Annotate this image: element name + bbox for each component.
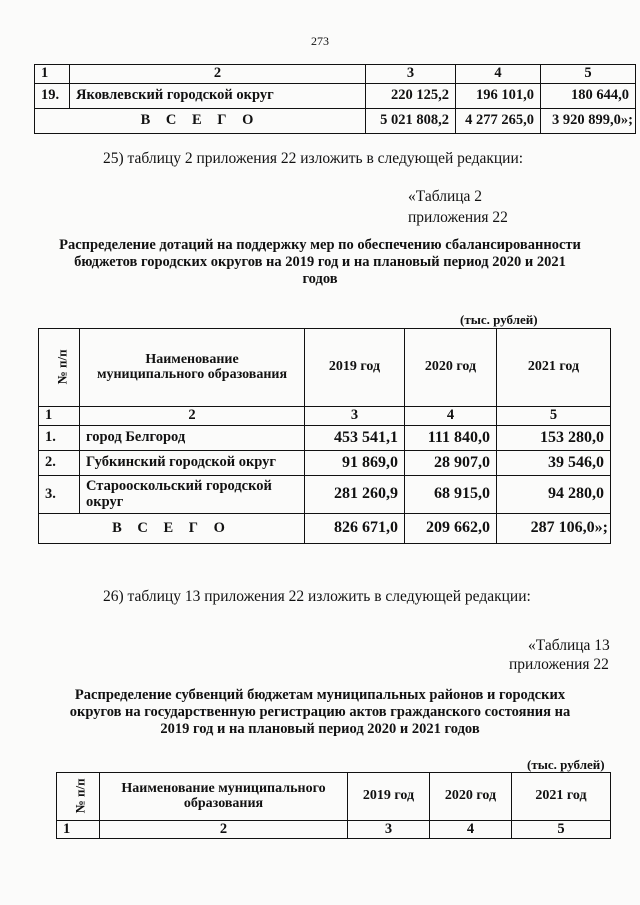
total-2020: 209 662,0 <box>405 514 497 544</box>
table-row <box>35 84 636 109</box>
row-value-2019: 220 125,2 <box>366 84 456 109</box>
row-name: Старооскольский городской округ <box>80 476 305 514</box>
row-value-2020: 196 101,0 <box>456 84 541 109</box>
header-num: № п/п <box>57 773 100 821</box>
row-name: Губкинский городской округ <box>80 451 305 476</box>
total-row <box>39 514 611 544</box>
total-2019: 5 021 808,2 <box>366 109 456 134</box>
col-number: 4 <box>430 821 512 839</box>
table2-title-line3: годов <box>302 271 338 287</box>
table2-unit: (тыс. рублей) <box>460 312 538 327</box>
table13-colnum-row <box>57 821 611 839</box>
table13-ref-line2: приложения 22 <box>509 656 609 673</box>
header-name: Наименование муниципального образования <box>80 329 305 407</box>
row-value-2021: 39 546,0 <box>497 451 611 476</box>
total-row <box>35 109 636 134</box>
row-value-2021: 94 280,0 <box>497 476 611 514</box>
row-name: Яковлевский городской округ <box>70 84 366 109</box>
table13-title-line3: 2019 год и на плановый период 2020 и 2021 годов <box>160 721 480 737</box>
table2-ref-line2: приложения 22 <box>408 209 508 226</box>
col-number: 5 <box>541 65 636 84</box>
header-2021: 2021 год <box>497 329 611 407</box>
total-2021: 287 106,0»; <box>497 514 611 544</box>
table13-unit: (тыс. рублей) <box>527 757 605 772</box>
col-number: 5 <box>512 821 611 839</box>
table-13 <box>56 772 611 839</box>
table2-title-line1: Распределение дотаций на поддержку мер по обеспечению сбалансированности <box>59 237 581 253</box>
table2-header-row <box>39 329 611 407</box>
item-26-text: 26) таблицу 13 приложения 22 изложить в следующей редакции: <box>103 588 531 605</box>
header-2019: 2019 год <box>348 773 430 821</box>
table-2 <box>38 328 611 544</box>
table13-title-line1: Распределение субвенций бюджетам муниципальных районов и городских <box>74 687 566 703</box>
col-number: 1 <box>35 65 70 84</box>
table-row <box>39 426 611 451</box>
col-number: 1 <box>39 407 80 426</box>
table2-colnum-row <box>39 407 611 426</box>
row-number: 2. <box>39 451 80 476</box>
total-label: В С Е Г О <box>35 109 366 134</box>
col-number: 3 <box>348 821 430 839</box>
header-2019: 2019 год <box>305 329 405 407</box>
row-value-2019: 91 869,0 <box>305 451 405 476</box>
col-number: 3 <box>305 407 405 426</box>
row-value-2020: 68 915,0 <box>405 476 497 514</box>
header-2020: 2020 год <box>405 329 497 407</box>
row-value-2019: 281 260,9 <box>305 476 405 514</box>
row-value-2020: 28 907,0 <box>405 451 497 476</box>
col-number: 4 <box>456 65 541 84</box>
col-number: 5 <box>497 407 611 426</box>
total-2020: 4 277 265,0 <box>456 109 541 134</box>
row-value-2021: 153 280,0 <box>497 426 611 451</box>
row-value-2019: 453 541,1 <box>305 426 405 451</box>
table13-header-row <box>57 773 611 821</box>
table-top-continuation <box>34 64 636 134</box>
col-number: 2 <box>100 821 348 839</box>
table-row <box>39 451 611 476</box>
table2-title-line2: бюджетов городских округов на 2019 год и на плановый период 2020 и 2021 <box>74 254 566 270</box>
header-2021: 2021 год <box>512 773 611 821</box>
row-number: 19. <box>35 84 70 109</box>
row-name: город Белгород <box>80 426 305 451</box>
table-header-row <box>35 65 636 84</box>
table-row <box>39 476 611 514</box>
table2-ref-line1: «Таблица 2 <box>408 188 483 205</box>
page-number: 273 <box>311 34 329 48</box>
row-value-2021: 180 644,0 <box>541 84 636 109</box>
total-2019: 826 671,0 <box>305 514 405 544</box>
total-label: В С Е Г О <box>39 514 305 544</box>
table13-title-line2: округов на государственную регистрацию актов гражданского состояния на <box>69 704 571 720</box>
col-number: 3 <box>366 65 456 84</box>
header-2020: 2020 год <box>430 773 512 821</box>
row-number: 1. <box>39 426 80 451</box>
col-number: 1 <box>57 821 100 839</box>
col-number: 2 <box>70 65 366 84</box>
item-25-text: 25) таблицу 2 приложения 22 изложить в следующей редакции: <box>103 150 524 167</box>
total-2021: 3 920 899,0»; <box>541 109 636 134</box>
header-num: № п/п <box>39 329 80 407</box>
row-number: 3. <box>39 476 80 514</box>
header-name: Наименование муниципального образования <box>100 773 348 821</box>
table13-ref-line1: «Таблица 13 <box>528 637 610 654</box>
row-value-2020: 111 840,0 <box>405 426 497 451</box>
col-number: 4 <box>405 407 497 426</box>
col-number: 2 <box>80 407 305 426</box>
